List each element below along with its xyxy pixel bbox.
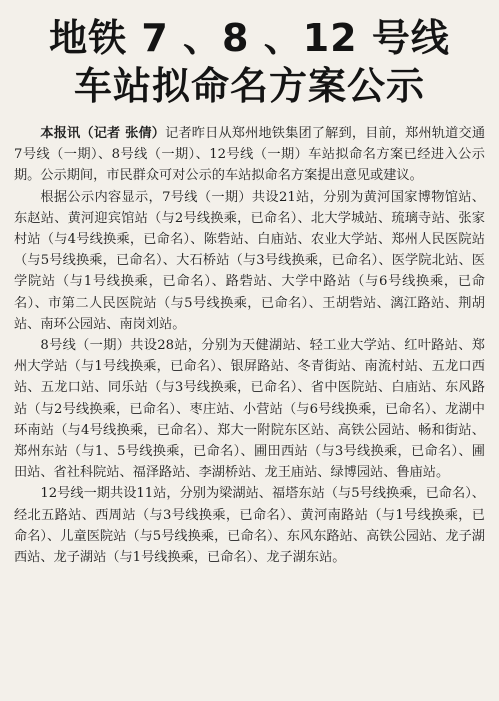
paragraph-2: 根据公示内容显示，7号线（一期）共设21站，分别为黄河国家博物馆站、东赵站、黄河迎宾馆站（与2号线换乘，已命名）、北大学城站、琉璃寺站、张家村站（与4号线换乘，已命名）、陈砦站、白庙站、农业大学站、郑州人民医院站（与5号线换乘，已命名）、大石桥站（与3号线换乘，已命名）、医学院北站、医学院站（与1号线换乘，已命名）、路砦站、大学中路站（与6号线换乘，已命名）、市第二人民医院站（与5号线换乘，已命名）、王胡砦站、漓江路站、荆胡站、南环公园站、南岗刘站。 [14, 189, 485, 332]
article-body [14, 123, 485, 568]
headline-line-2: 车站拟命名方案公示 [73, 64, 425, 108]
paragraph-1 [14, 123, 485, 187]
paragraph-1-text: 记者昨日从郑州地铁集团了解到，目前，郑州轨道交通7号线（一期）、8号线（一期）、12号线（一期）车站拟命名方案已经进入公示期。公示期间，市民群众可对公示的车站拟命名方案提出意见或建议。 [14, 126, 486, 184]
byline: 本报讯（记者 张倩） [40, 126, 166, 141]
paragraph-3: 8号线（一期）共设28站，分别为天健湖站、轻工业大学站、红叶路站、郑州大学站（与1号线换乘，已命名）、银屏路站、冬青街站、南流村站、五龙口西站、五龙口站、同乐站（与3号线换乘，已命名）、省中医院站、白庙站、东风路站（与2号线换乘，已命名）、枣庄站、小营站（与6号线换乘，已命名）、龙湖中环南站（与4号线换乘，已命名）、郑大一附院东区站、高铁公园站、畅和街站、郑州东站（与1、5号线换乘，已命名）、圃田西站（与3号线换乘，已命名）、圃田站、省社科院站、福泽路站、李湖桥站、龙王庙站、绿博园站、鲁庙站。 [14, 338, 485, 481]
paragraph-4: 12号线一期共设11站，分别为梁湖站、福塔东站（与5号线换乘，已命名）、经北五路站、西周站（与3号线换乘，已命名）、黄河南路站（与1号线换乘，已命名）、儿童医院站（与5号线换乘，已命名）、东风东路站、高铁公园站、龙子湖西站、龙子湖站（与1号线换乘，已命名）、龙子湖东站。 [14, 486, 485, 566]
headline-line-1: 地铁 7 、8 、12 号线 [49, 16, 450, 60]
